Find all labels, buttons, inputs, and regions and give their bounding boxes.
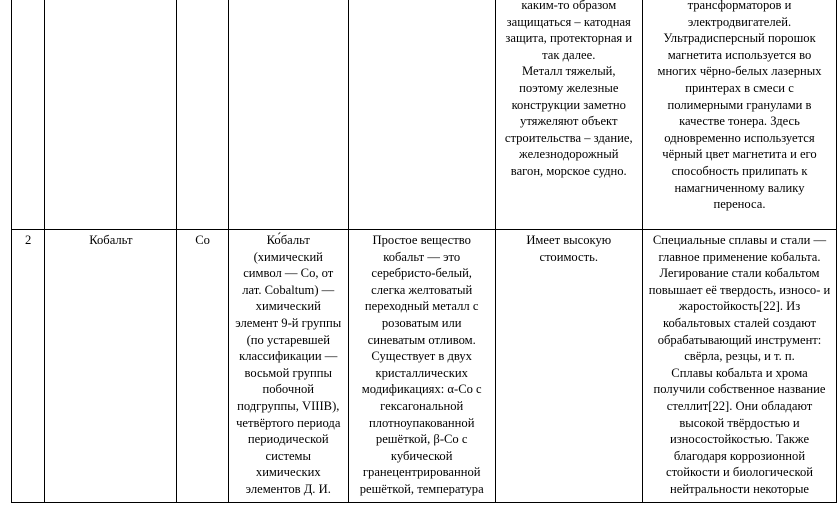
- cell-name: [45, 0, 177, 230]
- text-line: гранецентрированной: [362, 465, 481, 480]
- cell-applications: [643, 0, 837, 230]
- text-line: подгруппы, VIIIB),: [237, 398, 340, 413]
- text-line: конструкции заметно: [511, 97, 626, 112]
- text-line: способность прилипать к: [671, 163, 808, 178]
- text-line: каким-то образом: [521, 0, 617, 12]
- text-line: стойкости и биологической: [665, 465, 814, 480]
- text-line: элемент 9-й группы: [235, 315, 342, 330]
- text-line: обрабатывающий инструмент:: [657, 332, 822, 347]
- text-line: химический: [255, 299, 321, 314]
- text-line: электродвигателей.: [687, 14, 792, 29]
- text-line: периодической: [247, 432, 329, 447]
- text-line: стоимость.: [539, 249, 599, 264]
- text-line: символ — Co, от: [243, 266, 334, 281]
- text-line: гексагональной: [380, 398, 464, 413]
- text-line: Существует в двух: [371, 349, 472, 364]
- text-line: решёткой, температура: [359, 481, 484, 496]
- table-row-continued: [12, 0, 837, 230]
- text-line: Ультрадисперсный порошок: [663, 31, 816, 46]
- text-line: Специальные сплавы и стали —: [652, 233, 827, 247]
- text-line: жаростойкость[22]. Из: [678, 299, 801, 314]
- text-line: принтерах в смеси с: [685, 80, 794, 95]
- elements-table: [11, 0, 837, 503]
- text-line: благодаря коррозионной: [673, 448, 806, 463]
- text-line: (химический: [253, 249, 323, 264]
- text-line: решёткой, β-Co с: [375, 432, 468, 447]
- text-line: так далее.: [542, 47, 596, 62]
- text-line: чёрный цвет магнетита и его: [662, 147, 817, 162]
- text-line: переноса.: [713, 197, 766, 212]
- text-line: четвёртого периода: [236, 415, 341, 430]
- text-line: высокой твёрдостью и: [679, 415, 800, 430]
- text-line: плотноупакованной: [368, 415, 475, 430]
- text-line: железнодорожный: [519, 147, 619, 162]
- text-line: синеватым отливом.: [367, 332, 476, 347]
- text-line: элементов Д. И.: [245, 481, 331, 496]
- text-line: повышает её твердость, износо- и: [648, 282, 831, 297]
- text-line: розоватым или: [381, 315, 462, 330]
- text-line: Простое вещество: [372, 233, 471, 247]
- text-line: кобальтовых сталей создают: [663, 315, 817, 330]
- cell-number: [12, 0, 45, 230]
- text-line: утяжеляют объект: [520, 114, 618, 129]
- text-line: главное применение кобальта.: [658, 249, 821, 264]
- text-line: Ко́бальт: [266, 233, 310, 247]
- text-line: серебристо-белый,: [371, 266, 472, 281]
- text-line: трансформаторов и: [687, 0, 792, 12]
- text-line: полимерными гранулами в: [667, 97, 812, 112]
- text-line: побочной: [262, 382, 315, 397]
- text-line: Имеет высокую: [526, 233, 612, 247]
- text-line: системы: [265, 448, 311, 463]
- text-line: строительства – здание,: [504, 130, 633, 145]
- text-line: Металл тяжелый,: [521, 64, 616, 79]
- table-row-cobalt: [12, 230, 837, 503]
- text-line: намагниченному валику: [674, 180, 805, 195]
- cell-name: Кобальт: [45, 230, 177, 503]
- text-line: магнетита используется во: [667, 47, 812, 62]
- text-line: стеллит[22]. Они обладают: [666, 398, 813, 413]
- text-line: получили собственное название: [653, 382, 826, 397]
- cell-properties: [348, 0, 495, 230]
- text-line: защищаться – катодная: [506, 14, 631, 29]
- text-line: Легирование стали кобальтом: [659, 266, 820, 281]
- cell-properties: [348, 230, 495, 503]
- cell-symbol: [177, 0, 228, 230]
- text-line: слегка желтоватый: [371, 282, 473, 297]
- text-line: качестве тонера. Здесь: [679, 114, 800, 129]
- text-line: кобальт — это: [383, 249, 461, 264]
- cell-drawbacks: [495, 230, 643, 503]
- text-line: многих чёрно-белых лазерных: [657, 64, 822, 79]
- cell-drawbacks: [495, 0, 643, 230]
- text-line: (по устаревшей: [246, 332, 330, 347]
- text-line: лат. Cobaltum) —: [242, 282, 335, 297]
- cell-description: [228, 230, 348, 503]
- cell-number: 2: [12, 230, 45, 503]
- text-line: кристаллических: [375, 365, 468, 380]
- text-line: кубической: [390, 448, 453, 463]
- text-line: износостойкостью. Также: [669, 432, 810, 447]
- text-line: одновременно используется: [664, 130, 815, 145]
- text-line: восьмой группы: [244, 365, 332, 380]
- text-line: поэтому железные: [519, 80, 619, 95]
- text-line: нейтральности некоторые: [670, 481, 810, 496]
- text-line: свёрла, резцы, и т. п.: [684, 349, 795, 364]
- text-line: Сплавы кобальта и хрома: [671, 365, 808, 380]
- text-line: классификации —: [239, 349, 338, 364]
- text-line: переходный металл с: [364, 299, 479, 314]
- cell-applications: [643, 230, 837, 503]
- text-line: вагон, морское судно.: [510, 163, 627, 178]
- text-line: химических: [255, 465, 321, 480]
- text-line: защита, протекторная и: [505, 31, 633, 46]
- cell-symbol: Co: [177, 230, 228, 503]
- cell-description: [228, 0, 348, 230]
- text-line: модификациях: α-Co с: [361, 382, 482, 397]
